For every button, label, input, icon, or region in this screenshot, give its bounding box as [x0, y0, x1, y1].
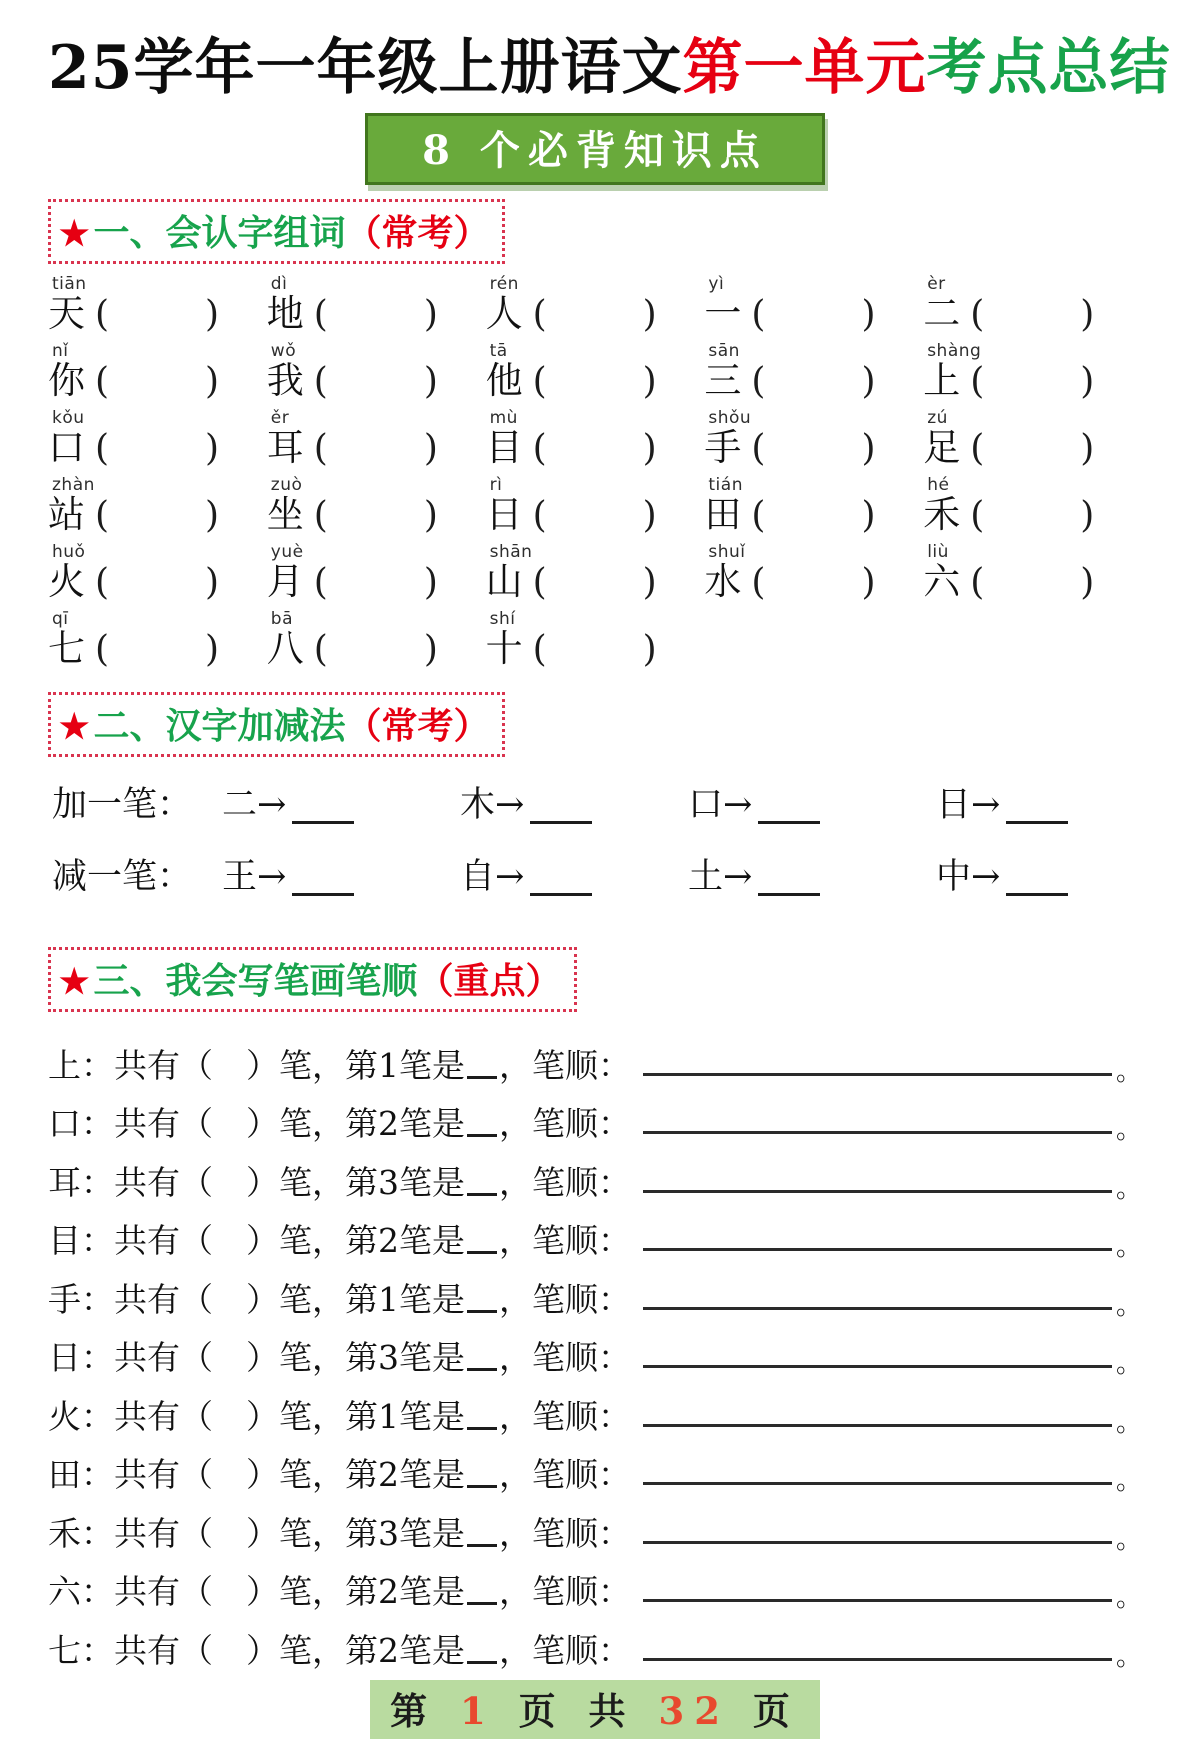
char-cell	[704, 609, 923, 676]
pinyin-label: shí	[489, 609, 516, 629]
stroke-row-lead: 禾：共有（ ）笔，第3笔是	[48, 1513, 465, 1553]
stroke-order-row	[48, 1553, 1142, 1612]
hanzi-character: 他	[485, 359, 523, 402]
section2-tag: （常考）	[345, 705, 490, 747]
period-mark: 。	[1115, 1524, 1142, 1555]
period-mark: 。	[1115, 1290, 1142, 1321]
paren-close: )	[423, 628, 438, 670]
answer-blank	[292, 886, 354, 896]
hanzi-character: 耳	[266, 426, 304, 469]
hanzi-character: 山	[485, 560, 523, 603]
answer-blank	[467, 1073, 497, 1079]
paren-open: (	[313, 561, 328, 603]
char-cell	[923, 609, 1142, 676]
stroke-addsub-block	[48, 777, 1142, 899]
paren-close: )	[861, 427, 876, 469]
paren-close: )	[642, 293, 657, 335]
section1-header	[48, 199, 505, 264]
hanzi-character: 地	[266, 292, 304, 335]
paren-close: )	[205, 293, 220, 335]
section1-tag: （常考）	[345, 212, 490, 254]
char-cell	[704, 542, 923, 609]
char-cell	[486, 408, 705, 475]
hanzi-character: 我	[266, 359, 304, 402]
section1-title: 一、会认字组词	[93, 212, 346, 254]
char-line	[266, 493, 486, 536]
addsub-item	[688, 849, 936, 899]
char-line	[923, 426, 1142, 469]
stroke-row-mid: ，笔顺：	[499, 1221, 631, 1261]
paren-close: )	[205, 494, 220, 536]
stroke-order-row	[48, 1026, 1142, 1085]
section2-header	[48, 692, 505, 757]
answer-line	[643, 1658, 1112, 1661]
addsub-label: 减一笔：	[52, 857, 193, 897]
paren-open: (	[532, 628, 547, 670]
answer-blank	[467, 1541, 497, 1547]
addsub-item	[222, 849, 460, 899]
paren-close: )	[423, 360, 438, 402]
char-line	[48, 493, 267, 536]
char-line	[266, 292, 486, 335]
hanzi-character: 人	[485, 292, 523, 335]
char-line	[485, 627, 705, 670]
answer-line	[643, 1190, 1112, 1193]
char-cell	[704, 341, 923, 408]
page-title	[48, 33, 1171, 103]
answer-blank	[467, 1131, 497, 1137]
paren-open: (	[313, 628, 328, 670]
pinyin-label: shān	[489, 542, 533, 562]
period-mark: 。	[1115, 1056, 1142, 1087]
total-page-number: 32	[658, 1688, 730, 1733]
answer-line	[643, 1541, 1112, 1544]
paren-open: (	[970, 360, 985, 402]
char-cell	[923, 408, 1142, 475]
answer-blank	[530, 886, 592, 896]
hanzi-character: 王→	[222, 857, 287, 897]
paren-close: )	[1080, 293, 1095, 335]
paren-close: )	[423, 561, 438, 603]
char-cell	[486, 341, 705, 408]
stroke-order-row	[48, 1143, 1142, 1202]
period-mark: 。	[1115, 1583, 1142, 1613]
addsub-item	[936, 777, 1142, 827]
char-cell	[48, 408, 267, 475]
paren-open: (	[532, 494, 547, 536]
hanzi-character: 火	[48, 560, 85, 603]
hanzi-character: 月	[266, 560, 304, 603]
hanzi-character: 三	[704, 359, 742, 402]
stroke-order-list	[48, 1026, 1142, 1670]
paren-open: (	[313, 360, 328, 402]
hanzi-character: 十	[485, 627, 523, 670]
paren-open: (	[95, 494, 110, 536]
answer-blank	[758, 886, 820, 896]
answer-blank	[1006, 886, 1068, 896]
hanzi-character: 六	[923, 560, 961, 603]
paren-close: )	[861, 494, 876, 536]
answer-blank	[467, 1424, 497, 1430]
char-cell	[486, 475, 705, 542]
paren-open: (	[532, 360, 547, 402]
paren-close: )	[423, 427, 438, 469]
hanzi-character: 木→	[460, 785, 525, 825]
answer-blank	[467, 1307, 497, 1313]
section3-tag: （重点）	[417, 960, 562, 1002]
stroke-row-lead: 上：共有（ ）笔，第1笔是	[48, 1045, 465, 1085]
paren-open: (	[95, 561, 110, 603]
paren-close: )	[642, 561, 657, 603]
answer-blank	[467, 1190, 497, 1196]
paren-close: )	[1080, 427, 1095, 469]
char-line	[485, 359, 705, 402]
char-line	[704, 359, 923, 402]
title-part-black: 25学年一年级上册语文	[48, 33, 683, 103]
paren-close: )	[205, 628, 220, 670]
period-mark: 。	[1115, 1466, 1142, 1496]
paren-close: )	[423, 293, 438, 335]
stroke-row-lead: 六：共有（ ）笔，第2笔是	[48, 1572, 465, 1612]
hanzi-character: 天	[48, 292, 85, 335]
hanzi-character: 土→	[688, 857, 753, 897]
pinyin-label: yì	[708, 274, 725, 294]
footer-middle: 页 共	[518, 1688, 636, 1733]
char-cell	[923, 542, 1142, 609]
hanzi-character: 一	[704, 292, 742, 335]
paren-close: )	[861, 561, 876, 603]
period-mark: 。	[1115, 1173, 1142, 1204]
pinyin-label: huǒ	[52, 542, 86, 562]
hanzi-character: 足	[923, 426, 961, 469]
char-line	[923, 292, 1142, 335]
stroke-row-lead: 七：共有（ ）笔，第2笔是	[48, 1630, 465, 1670]
char-line	[704, 426, 923, 469]
paren-close: )	[861, 293, 876, 335]
period-mark: 。	[1115, 1349, 1142, 1379]
stroke-order-row	[48, 1260, 1142, 1319]
answer-blank	[467, 1365, 497, 1371]
paren-open: (	[313, 293, 328, 335]
hanzi-character: 手	[704, 426, 742, 469]
pinyin-label: tián	[708, 475, 743, 495]
paren-close: )	[423, 494, 438, 536]
stroke-row-mid: ，笔顺：	[499, 1104, 631, 1144]
paren-close: )	[205, 360, 220, 402]
page-footer	[48, 1680, 1142, 1739]
addsub-item	[460, 849, 688, 899]
stroke-row-mid: ，笔顺：	[499, 1162, 631, 1202]
char-cell	[923, 341, 1142, 408]
hanzi-character: 上	[923, 359, 961, 402]
paren-open: (	[751, 494, 766, 536]
pinyin-label: mù	[489, 408, 518, 428]
pinyin-label: zú	[927, 408, 948, 428]
pinyin-label: zuò	[270, 475, 303, 495]
char-cell	[267, 408, 486, 475]
paren-close: )	[861, 360, 876, 402]
pinyin-label: nǐ	[52, 341, 69, 361]
addsub-line	[52, 849, 1142, 899]
title-part-red: 第一单元	[682, 33, 927, 103]
pinyin-label: yuè	[270, 542, 304, 562]
paren-close: )	[205, 561, 220, 603]
char-cell	[48, 609, 267, 676]
answer-line	[643, 1482, 1112, 1485]
paren-open: (	[751, 561, 766, 603]
pinyin-label: rén	[489, 274, 519, 294]
paren-open: (	[532, 427, 547, 469]
hanzi-character: 二	[923, 292, 961, 335]
pinyin-label: wǒ	[270, 341, 297, 361]
footer-suffix: 页	[752, 1688, 800, 1733]
period-mark: 。	[1115, 1115, 1142, 1145]
char-cell	[267, 609, 486, 676]
paren-open: (	[751, 293, 766, 335]
section3-title: 三、我会写笔画笔顺	[93, 960, 418, 1002]
answer-line	[643, 1073, 1112, 1076]
answer-blank	[467, 1599, 497, 1605]
paren-close: )	[642, 494, 657, 536]
addsub-item	[936, 849, 1142, 899]
stroke-order-row	[48, 1202, 1142, 1261]
hanzi-character: 站	[48, 493, 85, 536]
stroke-row-mid: ，笔顺：	[499, 1279, 631, 1319]
stroke-row-mid: ，笔顺：	[499, 1338, 631, 1378]
answer-blank	[467, 1482, 497, 1488]
addsub-label: 加一笔：	[52, 785, 193, 825]
hanzi-character: 口	[48, 426, 85, 469]
paren-open: (	[313, 494, 328, 536]
footer-prefix: 第	[390, 1688, 438, 1733]
char-line	[704, 292, 923, 335]
answer-blank	[467, 1658, 497, 1664]
char-cell	[267, 475, 486, 542]
page-number-badge	[370, 1680, 820, 1739]
char-cell	[48, 475, 267, 542]
pinyin-label: bā	[270, 609, 294, 629]
stroke-row-mid: ，笔顺：	[499, 1455, 631, 1495]
hanzi-character: 你	[48, 359, 85, 402]
char-cell	[267, 542, 486, 609]
stroke-row-mid: ，笔顺：	[499, 1572, 631, 1612]
answer-line	[643, 1131, 1112, 1134]
paren-open: (	[970, 561, 985, 603]
pinyin-label: shàng	[927, 341, 982, 361]
char-line	[48, 426, 267, 469]
addsub-item	[460, 777, 688, 827]
hanzi-character: 坐	[266, 493, 304, 536]
paren-open: (	[970, 427, 985, 469]
stroke-order-row	[48, 1436, 1142, 1495]
answer-line	[643, 1248, 1112, 1251]
period-mark: 。	[1115, 1232, 1142, 1262]
char-line	[266, 426, 486, 469]
star-icon: ★	[59, 707, 90, 747]
hanzi-character: 目	[485, 426, 523, 469]
char-line	[923, 560, 1142, 603]
star-icon: ★	[59, 214, 90, 254]
char-cell	[48, 341, 267, 408]
pinyin-label: sān	[708, 341, 740, 361]
pinyin-label: tiān	[52, 274, 87, 294]
paren-open: (	[970, 293, 985, 335]
paren-close: )	[1080, 494, 1095, 536]
hanzi-character: 二→	[222, 785, 287, 825]
hanzi-character: 日	[485, 493, 523, 536]
pinyin-label: shǒu	[708, 408, 752, 428]
answer-line	[643, 1424, 1112, 1427]
char-cell	[923, 475, 1142, 542]
char-line	[704, 560, 923, 603]
char-line	[266, 359, 486, 402]
paren-open: (	[751, 427, 766, 469]
char-line	[485, 426, 705, 469]
stroke-row-lead: 耳：共有（ ）笔，第3笔是	[48, 1162, 465, 1202]
section3-header	[48, 947, 577, 1012]
stroke-row-lead: 日：共有（ ）笔，第3笔是	[48, 1338, 465, 1378]
char-cell	[923, 274, 1142, 341]
char-line	[266, 627, 486, 670]
stroke-row-lead: 手：共有（ ）笔，第1笔是	[48, 1279, 465, 1319]
stroke-order-row	[48, 1319, 1142, 1378]
char-cell	[704, 274, 923, 341]
answer-blank	[530, 814, 592, 824]
paren-open: (	[313, 427, 328, 469]
paren-open: (	[95, 427, 110, 469]
pinyin-label: liù	[927, 542, 949, 562]
pinyin-label: tā	[489, 341, 508, 361]
pinyin-label: ěr	[270, 408, 290, 428]
pinyin-label: qī	[52, 609, 69, 629]
char-cell	[48, 542, 267, 609]
paren-open: (	[751, 360, 766, 402]
stroke-order-row	[48, 1494, 1142, 1553]
pinyin-label: dì	[270, 274, 288, 294]
hanzi-character: 水	[704, 560, 742, 603]
hanzi-character: 口→	[688, 785, 753, 825]
answer-blank	[758, 814, 820, 824]
answer-blank	[1006, 814, 1068, 824]
addsub-line	[52, 777, 1142, 827]
pinyin-label: kǒu	[52, 408, 85, 428]
pinyin-label: shuǐ	[708, 542, 746, 562]
stroke-row-mid: ，笔顺：	[499, 1045, 631, 1085]
paren-open: (	[95, 293, 110, 335]
addsub-item	[222, 777, 460, 827]
hanzi-character: 七	[48, 627, 85, 670]
stroke-row-mid: ，笔顺：	[499, 1513, 631, 1553]
char-line	[485, 493, 705, 536]
answer-blank	[467, 1248, 497, 1254]
stroke-order-row	[48, 1085, 1142, 1144]
char-line	[704, 493, 923, 536]
char-line	[266, 560, 486, 603]
char-line	[48, 560, 267, 603]
stroke-row-lead: 火：共有（ ）笔，第1笔是	[48, 1396, 465, 1436]
addsub-item	[688, 777, 936, 827]
char-line	[485, 560, 705, 603]
answer-line	[643, 1307, 1112, 1310]
paren-close: )	[205, 427, 220, 469]
stroke-row-lead: 口：共有（ ）笔，第2笔是	[48, 1104, 465, 1144]
hanzi-character: 田	[704, 493, 742, 536]
char-cell	[704, 408, 923, 475]
char-cell	[704, 475, 923, 542]
banner-wrap	[48, 113, 1142, 185]
hanzi-character: 自→	[460, 857, 525, 897]
paren-open: (	[95, 360, 110, 402]
paren-open: (	[532, 561, 547, 603]
char-line	[923, 493, 1142, 536]
current-page-number: 1	[460, 1688, 496, 1733]
hanzi-character: 中→	[936, 857, 1001, 897]
hanzi-character: 八	[266, 627, 304, 670]
pinyin-label: hé	[927, 475, 950, 495]
hanzi-character: 禾	[923, 493, 961, 536]
star-icon: ★	[59, 962, 90, 1002]
answer-line	[643, 1599, 1112, 1602]
paren-open: (	[95, 628, 110, 670]
answer-blank	[292, 814, 354, 824]
pinyin-label: zhàn	[52, 475, 95, 495]
char-line	[48, 627, 267, 670]
answer-line	[643, 1365, 1112, 1368]
paren-open: (	[970, 494, 985, 536]
pinyin-label: rì	[489, 475, 503, 495]
char-cell	[48, 274, 267, 341]
title-part-green: 考点总结	[926, 33, 1171, 103]
paren-close: )	[642, 360, 657, 402]
stroke-row-lead: 田：共有（ ）笔，第2笔是	[48, 1455, 465, 1495]
stroke-order-row	[48, 1377, 1142, 1436]
char-cell	[486, 274, 705, 341]
period-mark: 。	[1115, 1407, 1142, 1438]
char-cell	[267, 274, 486, 341]
knowledge-points-banner: 8 个必背知识点	[365, 113, 825, 185]
char-cell	[267, 341, 486, 408]
recognize-grid	[48, 274, 1142, 676]
char-line	[485, 292, 705, 335]
stroke-row-lead: 目：共有（ ）笔，第2笔是	[48, 1221, 465, 1261]
char-cell	[486, 609, 705, 676]
stroke-row-mid: ，笔顺：	[499, 1396, 631, 1436]
char-line	[48, 359, 267, 402]
paren-close: )	[642, 427, 657, 469]
char-line	[923, 359, 1142, 402]
char-line	[48, 292, 267, 335]
period-mark: 。	[1115, 1641, 1142, 1672]
paren-close: )	[1080, 360, 1095, 402]
hanzi-character: 日→	[936, 785, 1001, 825]
char-cell	[486, 542, 705, 609]
stroke-row-mid: ，笔顺：	[499, 1630, 631, 1670]
pinyin-label: èr	[927, 274, 946, 294]
section2-title: 二、汉字加减法	[93, 705, 346, 747]
paren-open: (	[532, 293, 547, 335]
stroke-order-row	[48, 1611, 1142, 1670]
paren-close: )	[1080, 561, 1095, 603]
paren-close: )	[642, 628, 657, 670]
